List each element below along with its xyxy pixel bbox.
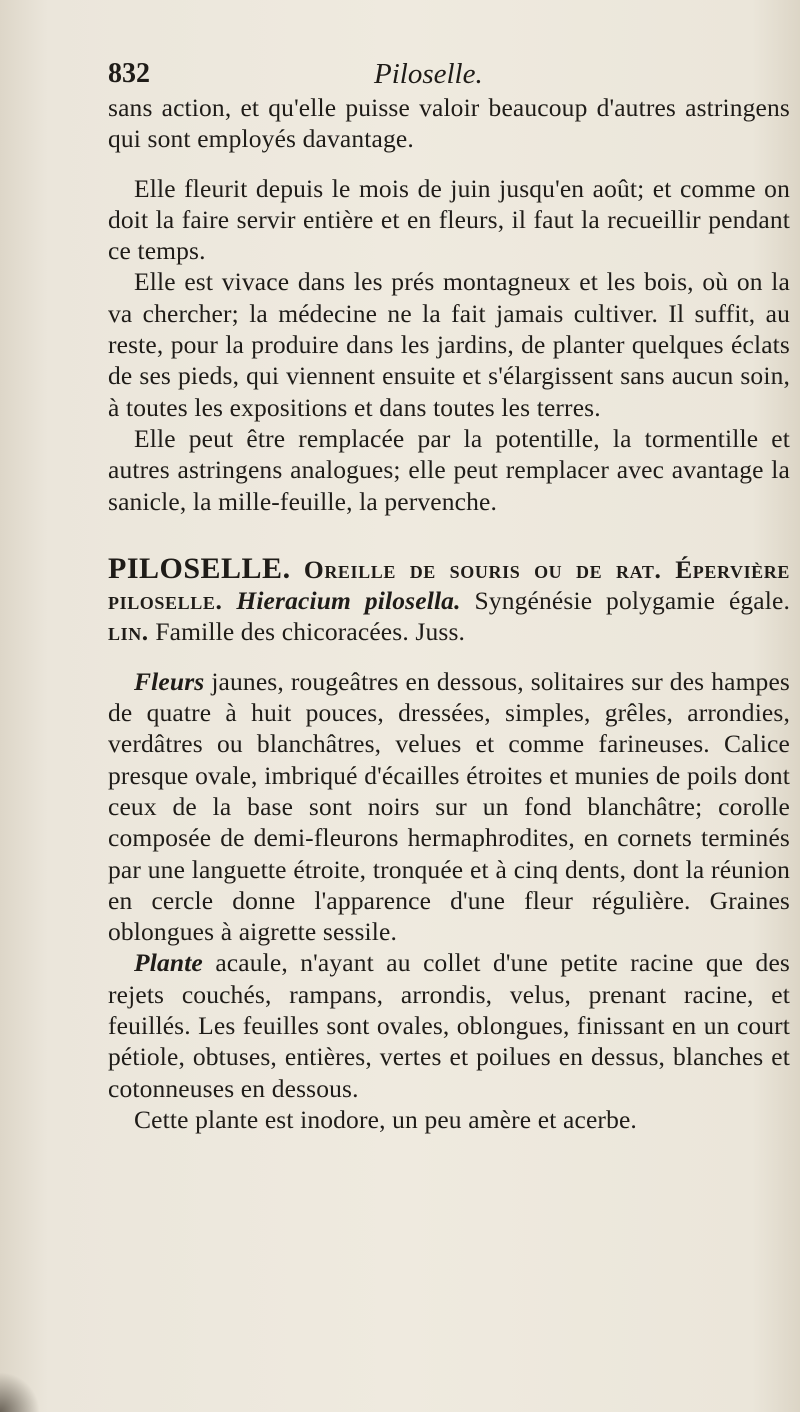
page-number: 832 (108, 58, 150, 89)
paragraph-habitat: Elle est vivace dans les prés montagneux et les bois, où on la va chercher; la médecine ne la fait jamais cultiver. Il suffit, au reste, pour la produire dans les jardins, de planter quelques éclats de ses pieds, qui viennent ensuite et s'élargissent sans aucun soin, à toutes les expositions et dans toutes les terres. (108, 267, 790, 422)
entry-latin-name: Hieracium pilosella. (236, 586, 461, 616)
entry-synonyms: Oreille de souris ou de rat. Épervière piloselle. (108, 554, 790, 616)
paragraph-properties: Cette plante est inodore, un peu amère et acerbe. (134, 1104, 637, 1134)
entry-headword: PILOSELLE. (108, 551, 291, 585)
entry-heading (108, 553, 790, 648)
entry-family: Famille des chicoracées. (155, 617, 409, 647)
paragraph-flowering: Elle fleurit depuis le mois de juin jusqu'en août; et comme on doit la faire servir entière et en fleurs, il faut la recueillir pendant ce temps. (108, 173, 790, 266)
flowers-description: jaunes, rougeâtres en dessous, solitaires sur des hampes de quatre à huit pouces, dressées, simples, grêles, arrondies, verdâtres ou blanchâtres, velues et comme farineuses. Calice presque ovale, imbriqué d'écailles étroites et munies de poils dont ceux de la base sont noirs sur un fond blanchâtre; corolle composée de demi-fleurons hermaphrodites, en cornets terminés par une languette étroite, tronquée et à cinq dents, dont la réunion en cercle donne l'apparence d'une fleur régulière. Graines oblongues à aigrette sessile. (108, 666, 790, 947)
paragraph-continuation: sans action, et qu'elle puisse valoir beaucoup d'autres astringens qui sont employés davantage. (108, 93, 790, 154)
entry-lin: lin. (108, 617, 149, 647)
page-corner-shadow (0, 1372, 40, 1412)
paragraph-plant (108, 947, 790, 1103)
entry-classification: Syngénésie polygamie égale. (474, 586, 791, 616)
term-plante: Plante (134, 948, 203, 978)
plant-description: acaule, n'ayant au collet d'une petite racine que des rejets couchés, rampans, arrondis, velus, prenant racine, et feuillés. Les feuilles sont ovales, oblongues, finissant en un court pétiole, obtuses, entières, vertes et poilues en dessus, blanches et cotonneuses en dessous. (108, 948, 790, 1103)
running-title: Piloselle. (374, 58, 483, 90)
term-fleurs: Fleurs (134, 666, 205, 696)
entry-juss: Juss. (415, 617, 466, 647)
page-content (108, 92, 790, 1135)
paragraph-substitutes: Elle peut être remplacée par la potentille, la tormentille et autres astringens analogues; elle peut remplacer avec avantage la sanicle, la mille-feuille, la pervenche. (108, 423, 790, 516)
paragraph-flowers (108, 666, 790, 948)
